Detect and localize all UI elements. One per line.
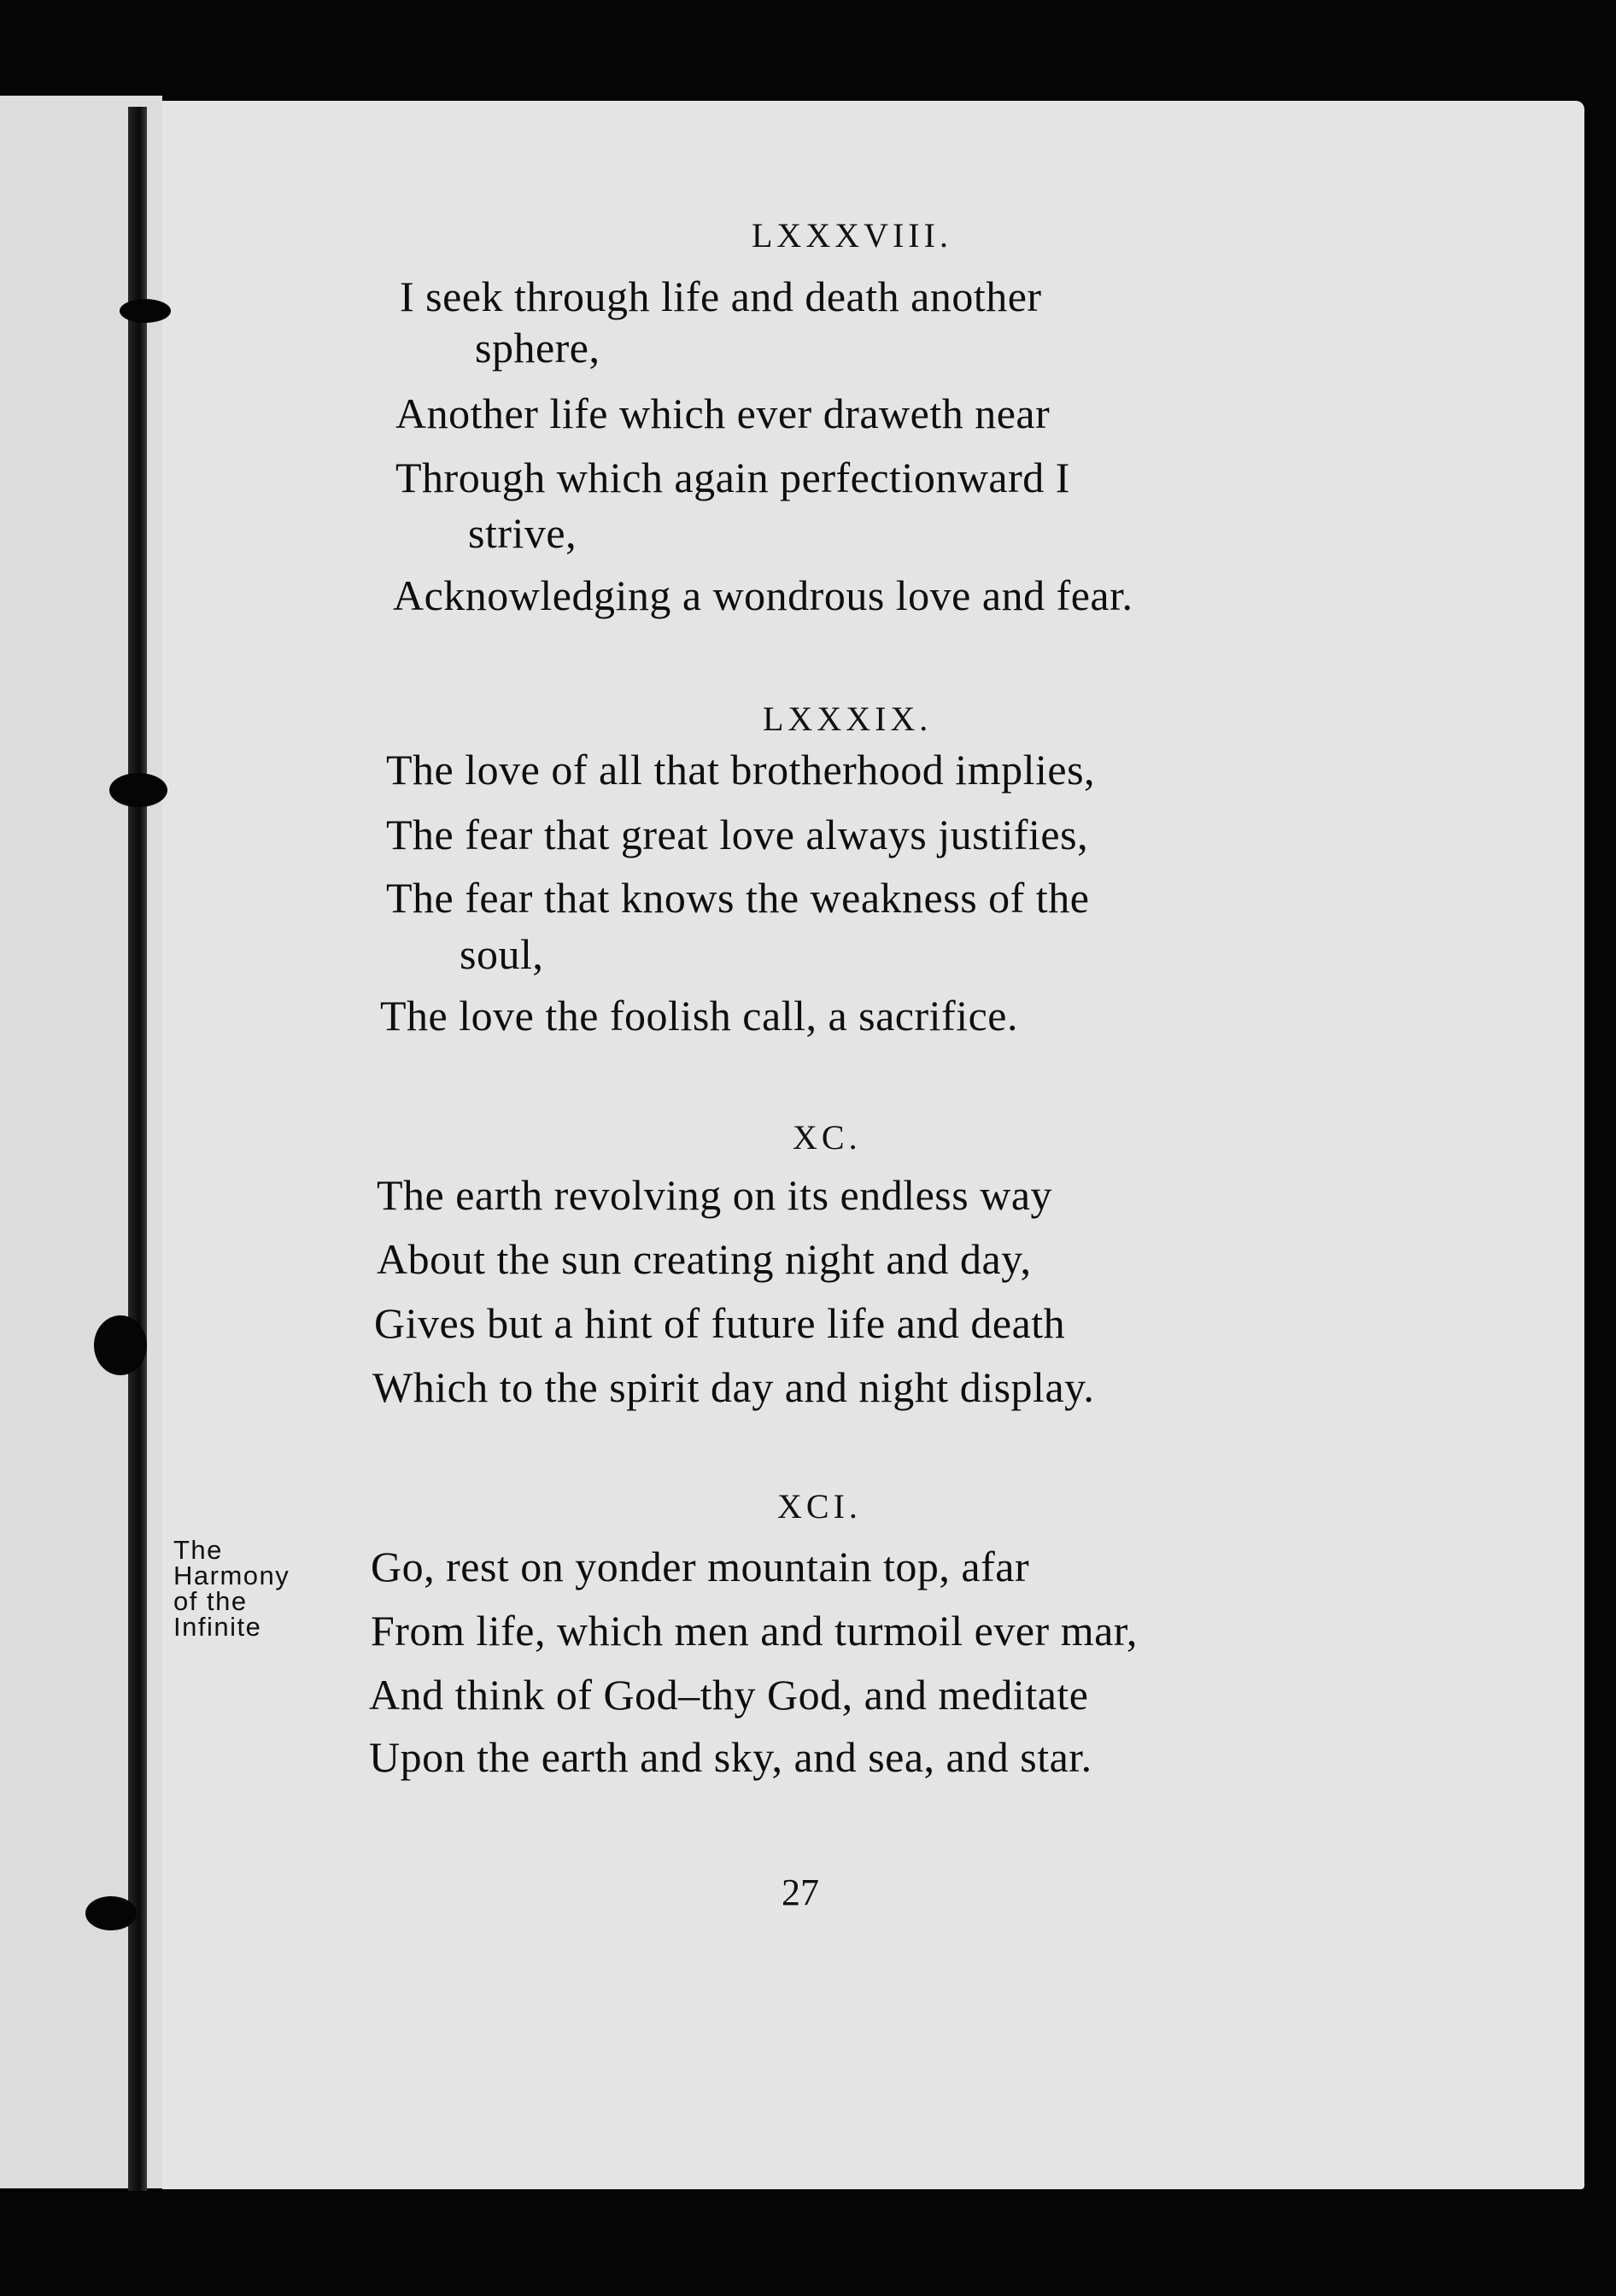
verse-line: And think of God–thy God, and meditate — [369, 1671, 1089, 1719]
verse-line: Gives but a hint of future life and death — [374, 1299, 1066, 1347]
margin-note-line: Infinite — [173, 1612, 262, 1642]
verse-line: Upon the earth and sky, and sea, and star. — [369, 1733, 1092, 1781]
verse-line: From life, which men and turmoil ever mar, — [371, 1607, 1138, 1655]
verse-line: The fear that knows the weakness of the — [386, 874, 1090, 922]
margin-note-line: Harmony — [173, 1561, 290, 1590]
verse-line: The fear that great love always justifies, — [386, 811, 1089, 858]
verse-line: I seek through life and death another — [400, 272, 1042, 320]
section-heading: LXXXIX. — [763, 700, 933, 738]
verse-line: Through which again perfectionward I — [395, 454, 1070, 501]
verse-line: sphere, — [475, 324, 600, 372]
section-heading: LXXXVIII. — [752, 216, 952, 255]
verse-line: Go, rest on yonder mountain top, afar — [371, 1543, 1030, 1590]
page-number: 27 — [782, 1871, 819, 1913]
margin-note-line: The — [173, 1535, 223, 1565]
verse-line: Which to the spirit day and night display. — [372, 1363, 1095, 1411]
margin-note — [173, 1535, 290, 1642]
binding-stitch — [94, 1315, 147, 1375]
section-heading: XCI. — [777, 1487, 862, 1526]
binding-stitch — [120, 299, 171, 323]
section-heading: XC. — [793, 1118, 862, 1157]
verse-line: Another life which ever draweth near — [395, 390, 1051, 437]
verse-line: About the sun creating night and day, — [377, 1235, 1032, 1283]
verse-line: Acknowledging a wondrous love and fear. — [393, 571, 1133, 619]
binding-stitch — [109, 773, 167, 807]
margin-note-line: of the — [173, 1586, 248, 1616]
binding-stitch — [85, 1896, 137, 1930]
verse-line: The earth revolving on its endless way — [377, 1171, 1053, 1219]
verse-line: strive, — [468, 509, 577, 557]
binding-gutter — [128, 107, 147, 2191]
verse-line: The love the foolish call, a sacrifice. — [380, 992, 1018, 1040]
verse-line: The love of all that brotherhood implies, — [386, 746, 1096, 794]
verse-line: soul, — [460, 930, 544, 978]
